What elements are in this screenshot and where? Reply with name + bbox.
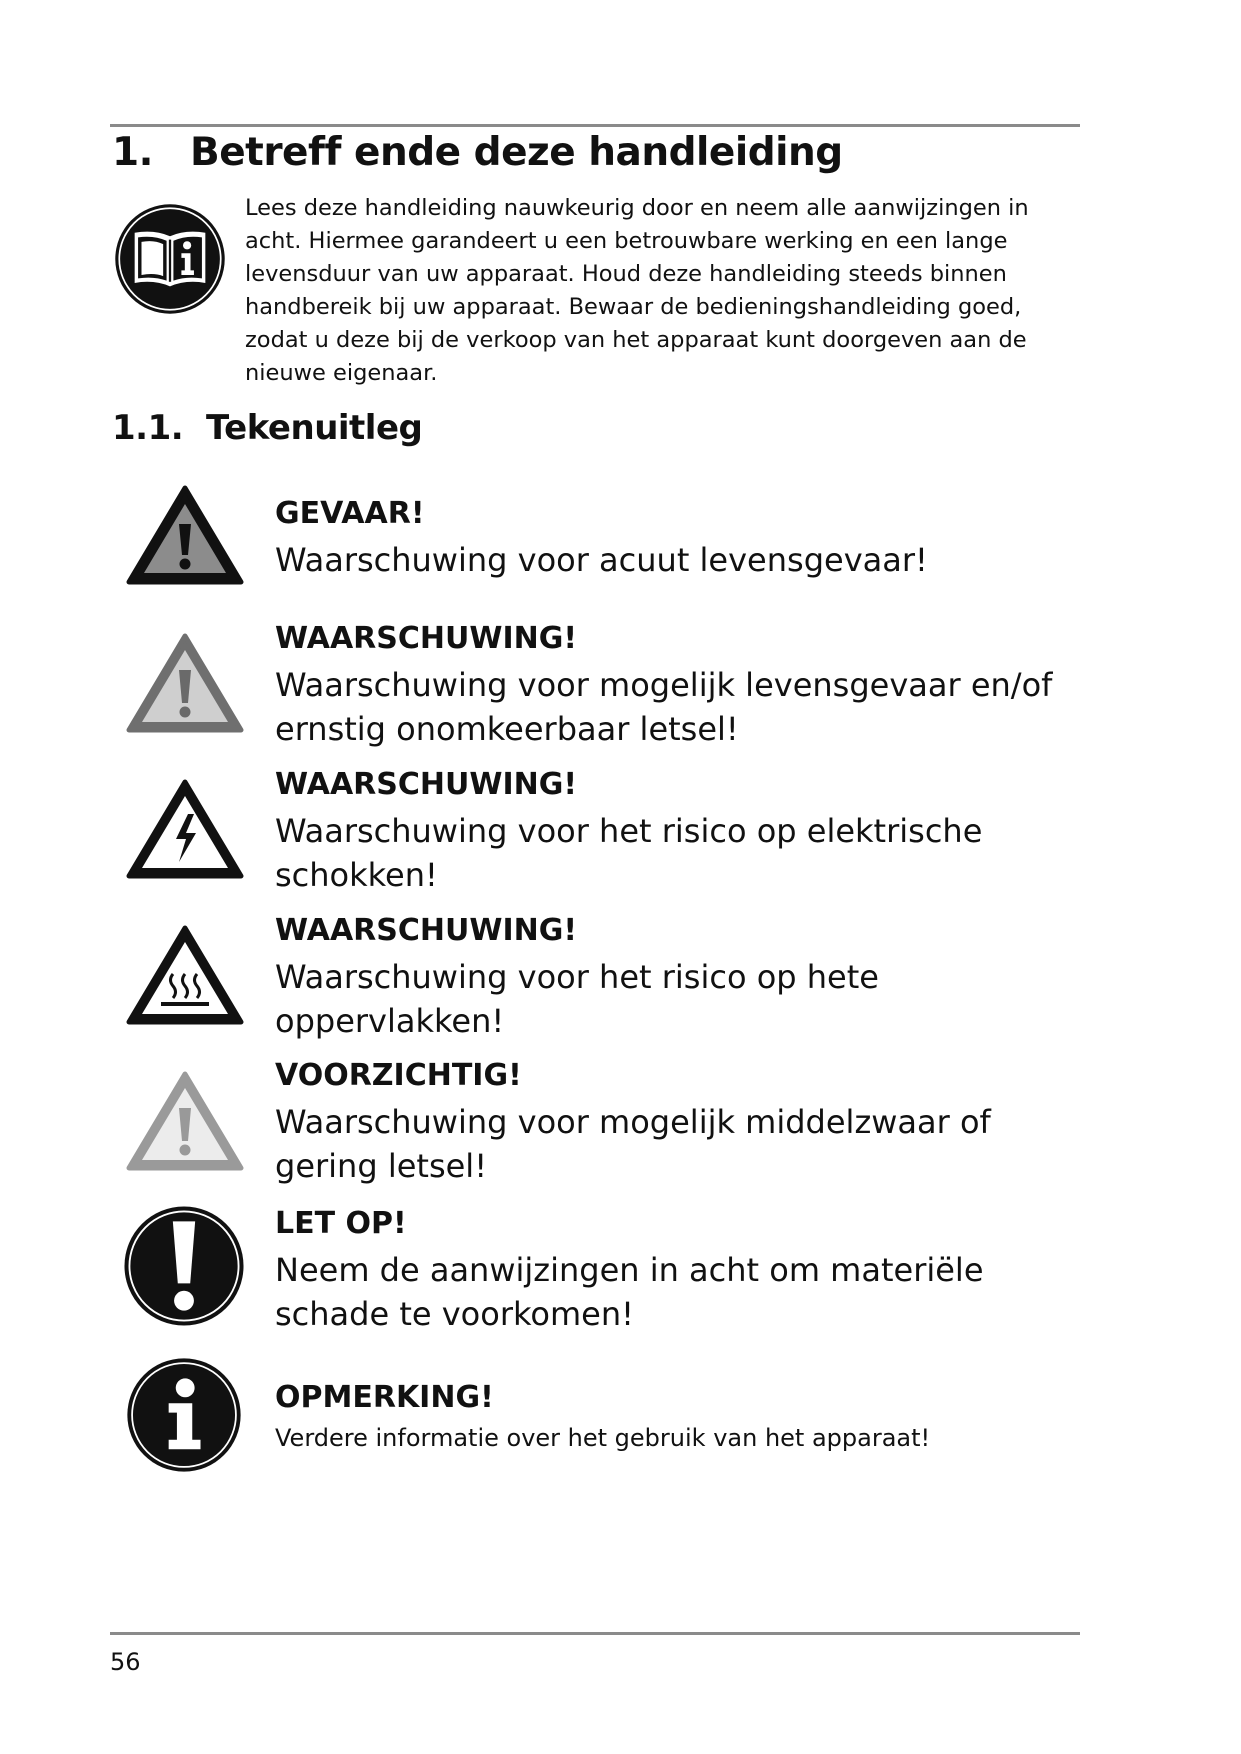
top-rule: [110, 124, 1080, 127]
warning-icon: [125, 632, 245, 736]
info-icon: [125, 1356, 243, 1474]
legend-title-hot-surface: WAARSCHUWING!: [275, 913, 578, 948]
legend-title-danger: GEVAAR!: [275, 496, 425, 531]
legend-text-warning: Waarschuwing voor mogelijk levensgevaar en/of ernstig onomkeerbaar letsel!: [275, 666, 1053, 748]
legend-text-electric: Waarschuwing voor het risico op elektrische schokken!: [275, 812, 983, 894]
legend-text-caution: Waarschuwing voor mogelijk middelzwaar of gering letsel!: [275, 1103, 991, 1185]
legend-text-note: Verdere informatie over het gebruik van het apparaat!: [275, 1424, 931, 1452]
page-number: 56: [110, 1648, 141, 1676]
section-heading: [112, 130, 843, 175]
attention-exclamation-icon: [122, 1204, 246, 1328]
legend-title-attention: LET OP!: [275, 1206, 407, 1241]
legend-text-attention: Neem de aanwijzingen in acht om materiële schade te voorkomen!: [275, 1251, 984, 1333]
section-title: Betreff ende deze handleiding: [190, 130, 843, 175]
section-number: 1.: [112, 130, 153, 175]
bottom-rule: [110, 1632, 1080, 1635]
intro-paragraph: Lees deze handleiding nauwkeurig door en neem alle aanwijzingen in acht. Hiermee garandeert u een betrouwbare werking en een lange levensduur van uw apparaat. Houd deze handleiding steeds binnen handbereik bij uw apparaat. Bewaar de bedieningshandleiding goed, zodat u deze bij de verkoop van het apparaat kunt doorgeven aan de nieuwe eigenaar.: [245, 195, 1029, 386]
legend-text-hot-surface: Waarschuwing voor het risico op hete oppervlakken!: [275, 958, 879, 1040]
caution-icon: [125, 1070, 245, 1174]
subsection-number: 1.1.: [112, 408, 184, 448]
subsection-title: Tekenuitleg: [206, 408, 423, 448]
danger-warning-icon: [125, 484, 245, 588]
legend-text-danger: Waarschuwing voor acuut levensgevaar!: [275, 541, 928, 579]
legend-title-electric: WAARSCHUWING!: [275, 767, 578, 802]
legend-title-note: OPMERKING!: [275, 1380, 494, 1415]
legend-title-warning: WAARSCHUWING!: [275, 621, 578, 656]
electric-shock-icon: [125, 778, 245, 882]
manual-info-icon: [113, 202, 227, 316]
hot-surface-icon: [125, 924, 245, 1028]
subsection-heading: [112, 408, 422, 448]
legend-title-caution: VOORZICHTIG!: [275, 1058, 522, 1093]
